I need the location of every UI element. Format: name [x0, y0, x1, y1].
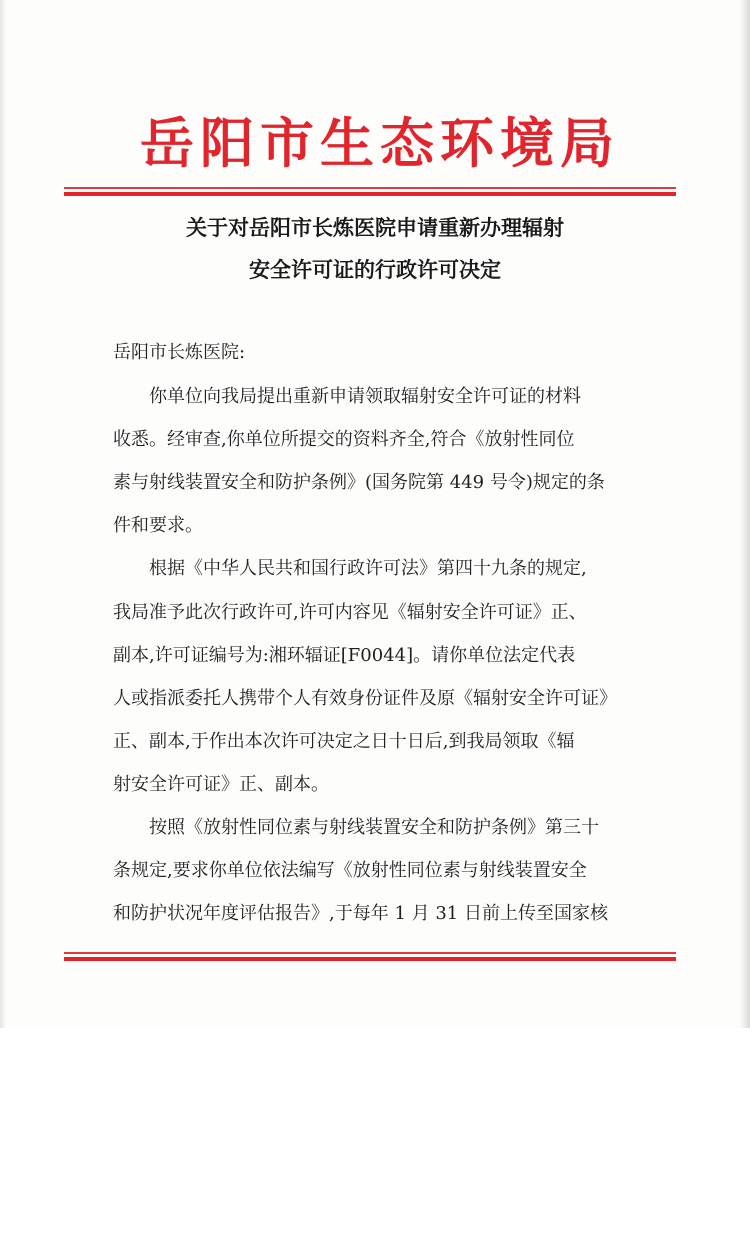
letterhead-title: 岳阳市生态环境局 [140, 111, 620, 175]
footer-rule-thin [64, 952, 676, 954]
paragraph-1-line-3: 素与射线装置安全和防护条例》(国务院第 449 号令)规定的条 [113, 472, 605, 493]
paragraph-3-line-2: 条规定,要求你单位依法编写《放射性同位素与射线装置安全 [113, 860, 587, 881]
paragraph-2-line-4: 人或指派委托人携带个人有效身份证件及原《辐射安全许可证》 [113, 688, 617, 709]
paragraph-2-line-5: 正、副本,于作出本次许可决定之日十日后,到我局领取《辐 [113, 731, 575, 752]
paragraph-1-line-4: 件和要求。 [113, 515, 203, 536]
paragraph-2-line-6: 射安全许可证》正、副本。 [113, 774, 329, 795]
scan-shadow-left [0, 0, 6, 1028]
paragraph-2-line-3: 副本,许可证编号为:湘环辐证[F0044]。请你单位法定代表 [113, 645, 576, 666]
paragraph-1-line-2: 收悉。经审查,你单位所提交的资料齐全,符合《放射性同位 [113, 429, 575, 450]
paragraph-3-line-3: 和防护状况年度评估报告》,于每年 1 月 31 日前上传至国家核 [113, 903, 608, 924]
paragraph-2-line-2: 我局准予此次行政许可,许可内容见《辐射安全许可证》正、 [113, 602, 587, 623]
header-rule-thin [64, 187, 676, 189]
footer-rule-thick [64, 957, 676, 961]
paragraph-2-line-1: 根据《中华人民共和国行政许可法》第四十九条的规定, [149, 558, 587, 579]
scan-shadow-right [740, 0, 750, 1028]
header-rule-thick [64, 192, 676, 196]
document-title-line-2: 安全许可证的行政许可决定 [249, 257, 501, 282]
salutation: 岳阳市长炼医院: [113, 342, 246, 363]
document-title-line-1: 关于对岳阳市长炼医院申请重新办理辐射 [186, 215, 564, 240]
paragraph-3-line-1: 按照《放射性同位素与射线装置安全和防护条例》第三十 [149, 817, 599, 838]
paragraph-1-line-1: 你单位向我局提出重新申请领取辐射安全许可证的材料 [149, 386, 581, 407]
